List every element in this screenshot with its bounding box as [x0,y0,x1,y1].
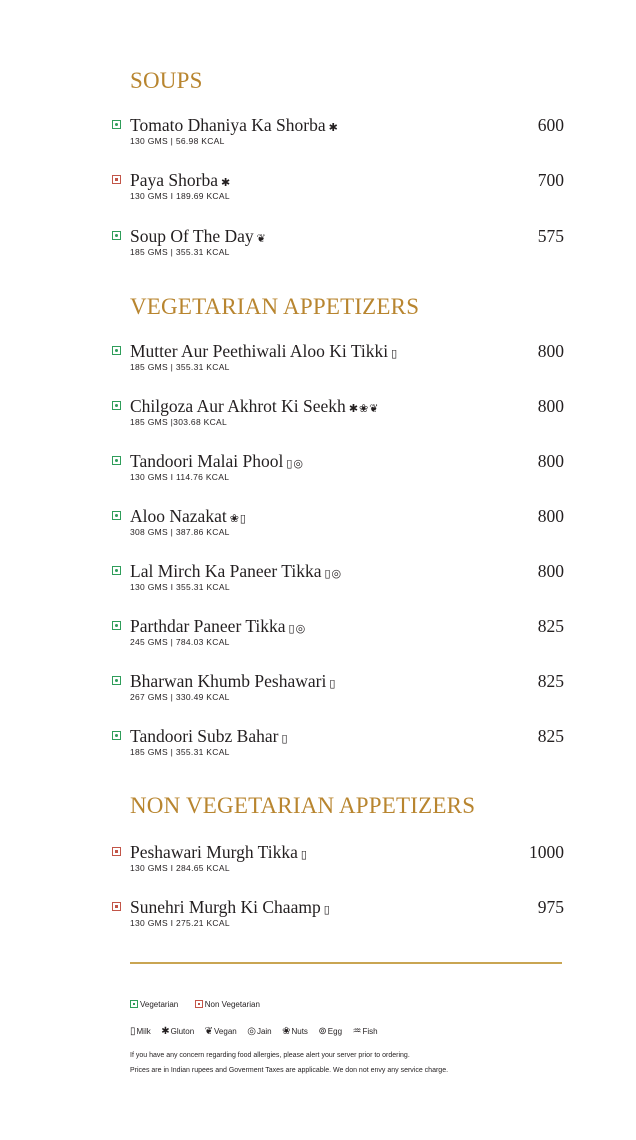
menu-item [0,506,636,546]
fish-icon: ♒ [352,1026,362,1037]
allergen-icons: ▯ [281,732,289,745]
item-name: Parthdar Paneer Tikka ▯◎ [130,616,307,636]
veg-mark-icon [112,401,121,410]
item-price: 825 [537,726,564,746]
item-price: 800 [537,341,564,361]
legend-fish-label: Fish [362,1027,378,1036]
nonveg-mark-icon [112,175,121,184]
item-name: Mutter Aur Peethiwali Aloo Ki Tikki ▯ [130,341,399,361]
item-price: 600 [537,115,564,135]
item-price: 700 [537,170,564,190]
egg-icon: ⊚ [318,1026,327,1037]
legend-gluten-label: Gluton [170,1027,195,1036]
menu-item [0,897,636,937]
menu-item [0,396,636,436]
legend-nuts-label: Nuts [291,1027,308,1036]
item-price: 800 [537,506,564,526]
allergen-icons: ✱ [220,176,232,189]
veg-mark-icon [112,511,121,520]
item-meta: 185 GMS | 355.31 KCAL [130,247,230,257]
item-meta: 130 GMS I 355.31 KCAL [130,582,230,592]
item-meta: 308 GMS | 387.86 KCAL [130,527,230,537]
allergen-icons: ▯◎ [288,622,307,635]
jain-icon: ◎ [247,1026,256,1037]
diet-legend [130,1000,260,1009]
item-name: Soup Of The Day ❦ [130,226,267,246]
item-name: Tandoori Malai Phool ▯◎ [130,451,304,471]
item-meta: 130 GMS I 275.21 KCAL [130,918,230,928]
allergen-icons: ▯ [329,677,337,690]
menu-item [0,842,636,882]
legend-jain-label: Jain [256,1027,272,1036]
menu-item [0,115,636,155]
allergen-icons: ❀▯ [229,512,247,525]
veg-mark-icon [112,676,121,685]
item-name: Tandoori Subz Bahar ▯ [130,726,289,746]
legend-vegan-label: Vegan [214,1027,237,1036]
allergen-icons: ▯◎ [286,457,304,470]
item-name: Lal Mirch Ka Paneer Tikka ▯◎ [130,561,343,581]
milk-icon: ▯ [130,1026,136,1037]
legend-nonveg-label: Non Vegetarian [204,1000,260,1009]
item-price: 575 [537,226,564,246]
menu-item [0,451,636,491]
legend-milk-label: Milk [136,1027,151,1036]
item-price: 800 [537,561,564,581]
menu-item [0,726,636,766]
item-meta: 185 GMS | 355.31 KCAL [130,747,230,757]
item-price: 975 [537,897,564,917]
item-meta: 130 GMS I 284.65 KCAL [130,863,230,873]
item-meta: 185 GMS | 355.31 KCAL [130,362,230,372]
section-title-non-vegetarian-appetizers: NON VEGETARIAN APPETIZERS [130,793,476,818]
item-name: Chilgoza Aur Akhrot Ki Seekh ✱❀❦ [130,396,380,416]
item-name: Bharwan Khumb Peshawari ▯ [130,671,337,691]
item-meta: 267 GMS | 330.49 KCAL [130,692,230,702]
item-price: 825 [537,671,564,691]
allergy-note: If you have any concern regarding food allergies, please alert your server prior to ordering. [130,1052,410,1059]
item-meta: 245 GMS | 784.03 KCAL [130,637,230,647]
nonveg-mark-icon [112,902,121,911]
allergen-icons: ✱ [328,121,339,134]
menu-item [0,170,636,210]
menu-item [0,616,636,656]
item-name: Aloo Nazakat ❀▯ [130,506,247,526]
veg-mark-icon [112,231,121,240]
item-meta: 130 GMS I 189.69 KCAL [130,191,230,201]
allergen-icons: ▯ [391,347,399,360]
menu-item [0,671,636,711]
item-meta: 185 GMS |303.68 KCAL [130,417,228,427]
menu-item [0,341,636,381]
item-name: Peshawari Murgh Tikka ▯ [130,842,308,862]
allergen-legend [130,1026,378,1037]
legend-egg-label: Egg [327,1027,343,1036]
nonveg-mark-icon [195,1000,203,1008]
item-price: 825 [537,616,564,636]
veg-mark-icon [112,346,121,355]
item-meta: 130 GMS I 114.76 KCAL [130,472,230,482]
item-price: 800 [537,451,564,471]
nonveg-mark-icon [112,847,121,856]
veg-mark-icon [130,1000,138,1008]
section-title-soups: SOUPS [130,68,203,93]
veg-mark-icon [112,621,121,630]
section-title-vegetarian-appetizers: VEGETARIAN APPETIZERS [130,294,420,319]
veg-mark-icon [112,566,121,575]
prices-note: Prices are in Indian rupees and Goverment Taxes are applicable. We don not envy any service charge. [130,1067,449,1074]
vegan-icon: ❦ [204,1026,214,1037]
veg-mark-icon [112,120,121,129]
allergen-icons: ▯ [323,903,331,916]
item-name: Paya Shorba ✱ [130,170,232,190]
veg-mark-icon [112,731,121,740]
menu-item [0,561,636,601]
nuts-icon: ❀ [282,1026,291,1037]
item-name: Sunehri Murgh Ki Chaamp ▯ [130,897,331,917]
menu-item [0,226,636,266]
item-name: Tomato Dhaniya Ka Shorba ✱ [130,115,339,135]
item-price: 800 [537,396,564,416]
item-price: 1000 [529,842,564,862]
gluten-icon: ✱ [161,1026,170,1037]
item-meta: 130 GMS | 56.98 KCAL [130,136,225,146]
allergen-icons: ▯ [300,848,308,861]
veg-mark-icon [112,456,121,465]
allergen-icons: ▯◎ [324,567,343,580]
allergen-icons: ✱❀❦ [348,402,380,415]
allergen-icons: ❦ [256,232,267,245]
legend-veg-label: Vegetarian [140,1000,179,1009]
footer-divider [130,962,562,964]
